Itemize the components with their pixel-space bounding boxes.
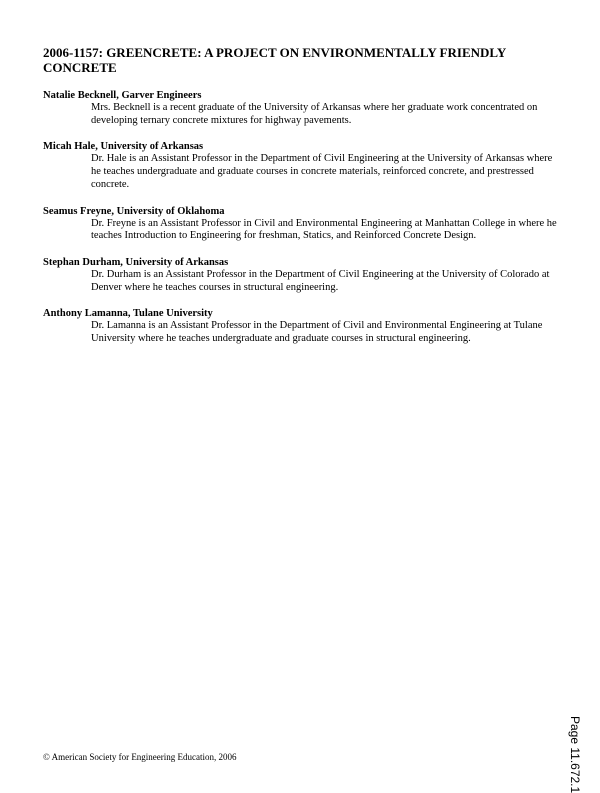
author-entry [43, 205, 563, 243]
author-bio: Mrs. Becknell is a recent graduate of the University of Arkansas where her graduate work concentrated on developing ternary concrete mixtures for highway pavements. [91, 102, 538, 126]
author-entry [43, 140, 563, 191]
author-list [43, 89, 563, 359]
author-bio: Dr. Freyne is an Assistant Professor in Civil and Environmental Engineering at Manhattan College in where he teaches Introduction to Engineering for freshman, Statics, and Reinforced Concrete Design. [91, 217, 557, 242]
author-entry [43, 89, 563, 127]
author-entry [43, 307, 563, 345]
author-name: Stephan Durham, University of Arkansas [43, 256, 229, 268]
author-name: Natalie Becknell, Garver Engineers [43, 90, 202, 101]
author-bio: Dr. Lamanna is an Assistant Professor in the Department of Civil and Environmental Engineering at Tulane University where he teaches undergraduate and graduate courses in structural engineering. [91, 320, 543, 345]
author-name: Micah Hale, University of Arkansas [43, 141, 204, 153]
copyright-footer: © American Society for Engineering Education, 2006 [43, 752, 237, 762]
paper-title: 2006-1157: GREENCRETE: A PROJECT ON ENVIRONMENTALLY FRIENDLY CONCRETE [43, 45, 506, 75]
author-bio: Dr. Hale is an Assistant Professor in the Department of Civil Engineering at the University of Arkansas where he teaches undergraduate and graduate courses in concrete materials, reinforced concrete, and prestressed concrete. [91, 153, 553, 190]
author-entry [43, 256, 563, 294]
author-name: Anthony Lamanna, Tulane University [43, 308, 213, 320]
page-number: Page 11.672.1 [568, 716, 582, 793]
author-name: Seamus Freyne, University of Oklahoma [43, 205, 225, 217]
author-bio: Dr. Durham is an Assistant Professor in the Department of Civil Engineering at the University of Colorado at Denver where he teaches courses in structural engineering. [91, 268, 550, 293]
